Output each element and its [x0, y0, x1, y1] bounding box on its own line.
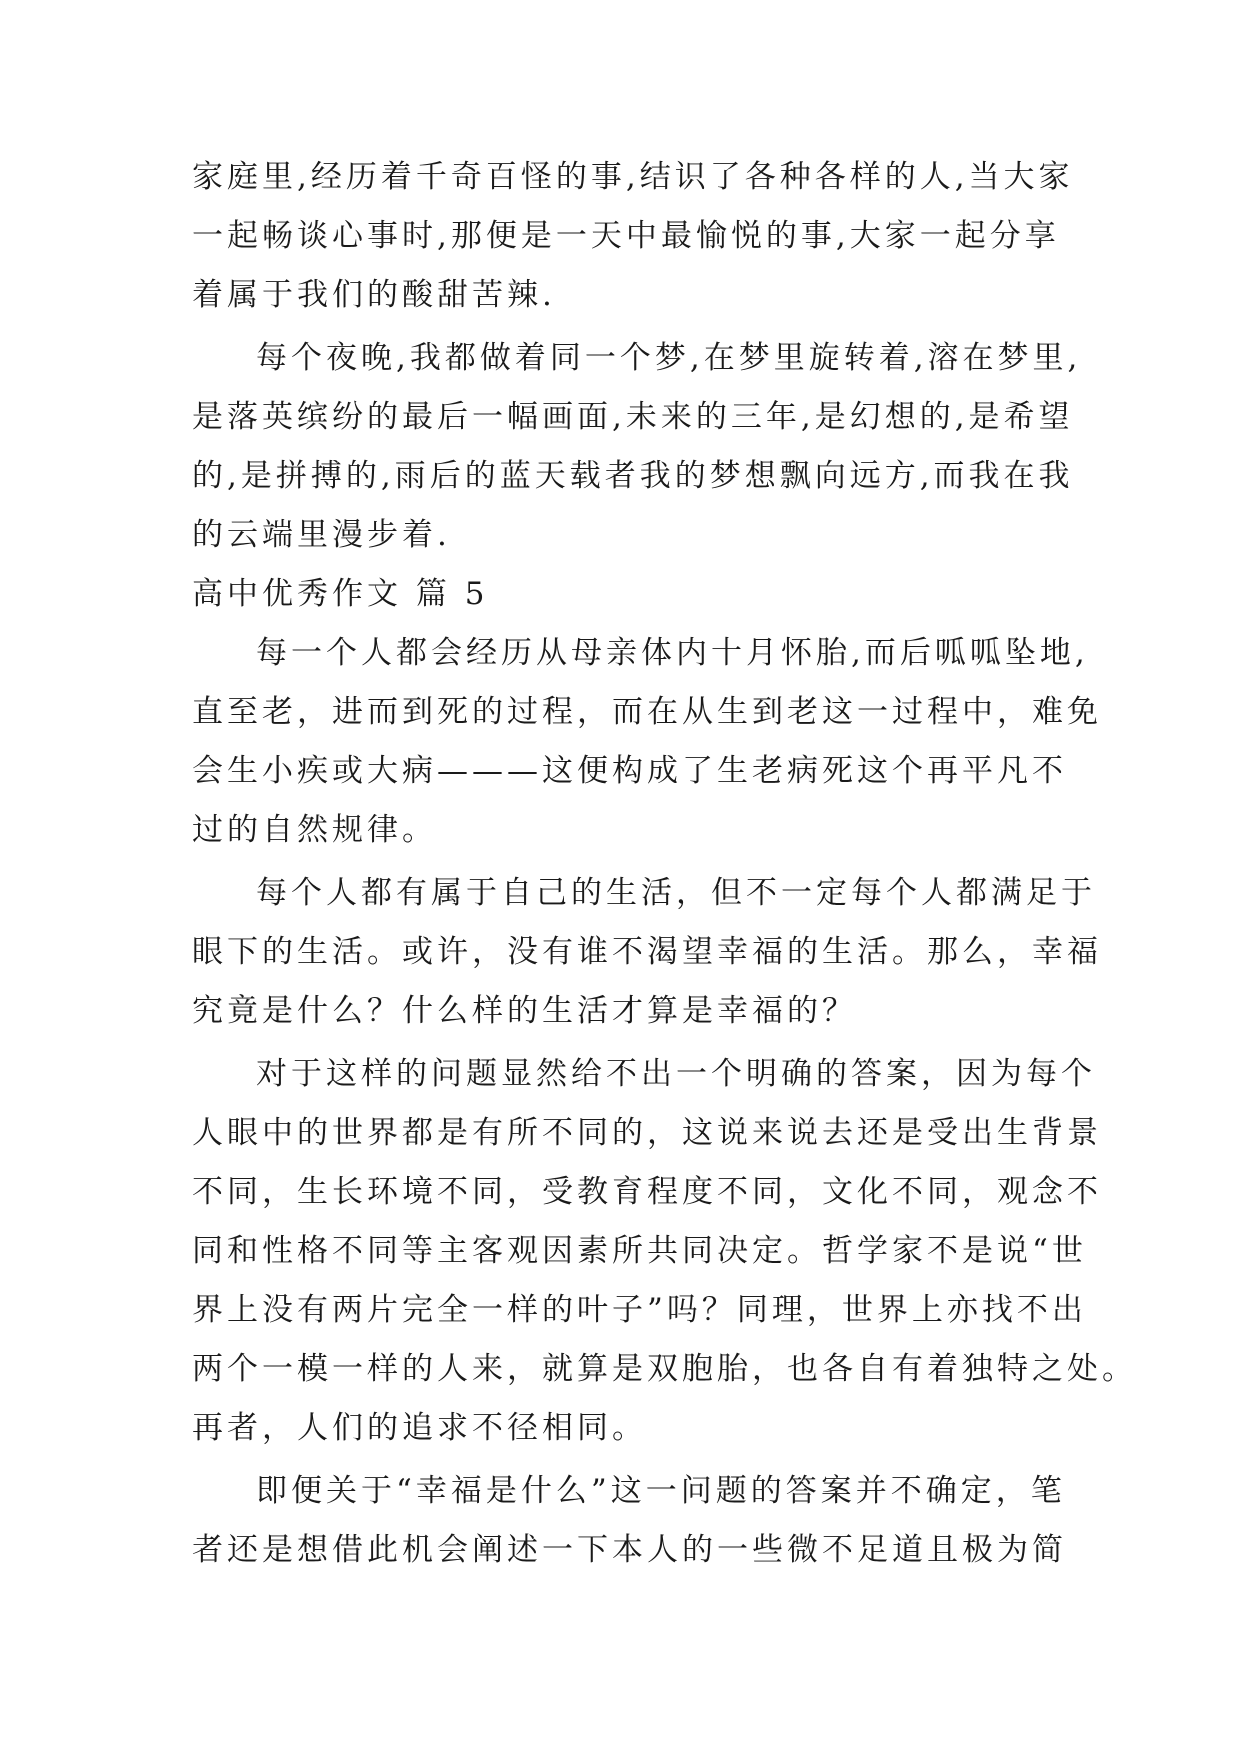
paragraph: [192, 1462, 1067, 1580]
text-line: 不同，生长环境不同，受教育程度不同，文化不同，观念不: [192, 1174, 1102, 1210]
text-line: 同和性格不同等主客观因素所共同决定。哲学家不是说“世: [192, 1233, 1087, 1269]
paragraph: [192, 864, 1102, 1041]
text-line: 一起畅谈心事时,那便是一天中最愉悦的事,大家一起分享: [192, 218, 1060, 254]
text-line: 再者，人们的追求不径相同。: [192, 1410, 647, 1446]
text-line: 的云端里漫步着.: [192, 517, 451, 553]
text-line: 究竟是什么？什么样的生活才算是幸福的？: [192, 993, 857, 1029]
paragraph: [192, 329, 1082, 565]
text-line: 界上没有两片完全一样的叶子”吗？同理，世界上亦找不出: [192, 1292, 1087, 1328]
text-line: 者还是想借此机会阐述一下本人的一些微不足道且极为简: [192, 1532, 1067, 1568]
text-line: 过的自然规律。: [192, 812, 437, 848]
text-line: 是落英缤纷的最后一幅画面,未来的三年,是幻想的,是希望: [192, 399, 1074, 435]
text-line: 每一个人都会经历从母亲体内十月怀胎,而后呱呱坠地,: [256, 635, 1089, 671]
paragraph: [192, 148, 1074, 325]
text-line: 会生小疾或大病———这便构成了生老病死这个再平凡不: [192, 753, 1067, 789]
text-line: 直至老，进而到死的过程，而在从生到老这一过程中，难免: [192, 694, 1102, 730]
paragraph: [192, 624, 1102, 860]
text-line: 两个一模一样的人来，就算是双胞胎，也各自有着独特之处。: [192, 1351, 1137, 1387]
text-line: 即便关于“幸福是什么”这一问题的答案并不确定，笔: [256, 1473, 1066, 1509]
text-line: 每个夜晚,我都做着同一个梦,在梦里旋转着,溶在梦里,: [256, 340, 1082, 376]
text-line: 每个人都有属于自己的生活，但不一定每个人都满足于: [256, 875, 1096, 911]
paragraph: [192, 1045, 1137, 1458]
text-line: 眼下的生活。或许，没有谁不渴望幸福的生活。那么，幸福: [192, 934, 1102, 970]
text-line: 着属于我们的酸甜苦辣.: [192, 277, 556, 313]
text-line: 家庭里,经历着千奇百怪的事,结识了各种各样的人,当大家: [192, 159, 1074, 195]
text-line: 人眼中的世界都是有所不同的，这说来说去还是受出生背景: [192, 1115, 1102, 1151]
text-line: 对于这样的问题显然给不出一个明确的答案，因为每个: [256, 1056, 1096, 1092]
document-body: [192, 148, 1137, 1580]
text-line: 的,是拼搏的,雨后的蓝天载者我的梦想飘向远方,而我在我: [192, 458, 1074, 494]
section-heading: 高中优秀作文 篇 5: [192, 576, 489, 612]
